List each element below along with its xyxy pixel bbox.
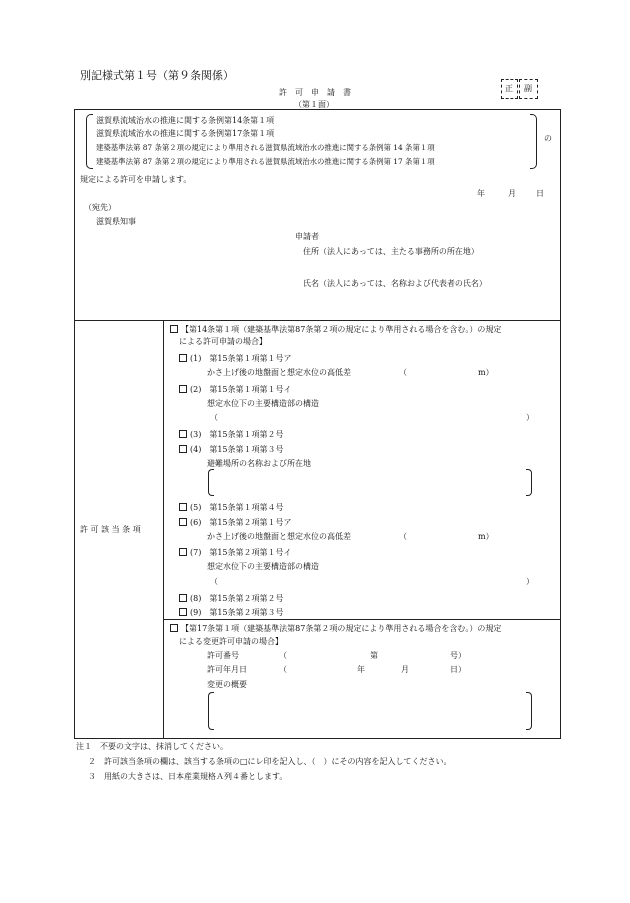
sec14-item-9[interactable]: (9) 第15条第２項第３号: [179, 608, 284, 617]
checkbox[interactable]: [179, 594, 187, 602]
change-summary-label: 変更の概要: [207, 680, 247, 689]
checkbox[interactable]: [179, 548, 187, 556]
bracket-right: [526, 692, 532, 730]
item-sub: かさ上げ後の地盤面と想定水位の高低差: [207, 532, 351, 541]
sec17-heading[interactable]: 【第17条第１項（建築基準法第87条第２項の規定により準用される場合を含む。）の規定: [170, 624, 501, 633]
checkbox[interactable]: [179, 518, 187, 526]
address-label: 住所（法人にあっては、主たる事務所の所在地）: [303, 247, 479, 256]
permit-date-year: 年: [357, 665, 365, 674]
header-divider: [74, 320, 561, 321]
checkbox[interactable]: [179, 354, 187, 362]
paren: （: [399, 368, 407, 377]
permit-date-label: 許可年月日: [207, 665, 247, 674]
sec14-heading-cont: による許可申請の場合】: [179, 337, 267, 346]
note-2: ２ 許可該当条項の欄は、該当する条項の□にレ印を記入し、（ ）にその内容を記入してください。: [88, 757, 452, 766]
paren: （: [279, 651, 287, 660]
ordinance-line: 滋賀県流域治水の推進に関する条例第17条第１項: [96, 129, 275, 138]
date-month: 月: [508, 189, 516, 198]
paren: ）: [526, 413, 534, 422]
date-year: 年: [477, 189, 485, 198]
sec14-item-8[interactable]: (8) 第15条第２項第２号: [179, 594, 284, 603]
sec14-heading[interactable]: 【第14条第１項（建築基準法第87条第２項の規定により準用される場合を含む。）の規定: [170, 325, 501, 334]
seiho-mark: 正: [505, 84, 513, 93]
permit-no-dai: 第: [370, 651, 378, 660]
sec14-item-6[interactable]: (6) 第15条第２項第１号ア: [179, 518, 292, 527]
bracket-left: [208, 692, 214, 730]
item-sub: かさ上げ後の地盤面と想定水位の高低差: [207, 368, 351, 377]
sec14-item-1[interactable]: (1) 第15条第１項第１号ア: [179, 354, 292, 363]
checkbox[interactable]: [179, 385, 187, 393]
paren: （: [399, 532, 407, 541]
note-1: 注１ 不要の文字は、抹消してください。: [76, 742, 228, 751]
ordinance-line: 建築基準法第 87 条第２項の規定により準用される滋賀県流域治水の推進に関する条例第 17 条第１項: [96, 157, 435, 166]
checkbox[interactable]: [179, 608, 187, 616]
fukuhon-mark: 副: [524, 84, 532, 93]
unit-m: m）: [478, 368, 494, 377]
checkbox[interactable]: [179, 430, 187, 438]
checkbox[interactable]: [170, 325, 178, 333]
form-id: 別記様式第１号（第９条関係）: [80, 69, 234, 82]
checkbox[interactable]: [179, 503, 187, 511]
ordinance-bracket-right: [530, 114, 537, 169]
date-day: 日: [536, 189, 544, 198]
checkbox[interactable]: [179, 445, 187, 453]
paren: （: [279, 665, 287, 674]
permit-no-label: 許可番号: [207, 651, 239, 660]
paren: （: [210, 413, 218, 422]
addressee-name: 滋賀県知事: [96, 217, 136, 226]
ordinance-line: 建築基準法第 87 条第２項の規定により準用される滋賀県流域治水の推進に関する条例第 14 条第１項: [96, 143, 435, 152]
sec17-heading-cont: による変更許可申請の場合】: [179, 637, 283, 646]
ordinance-bracket-left: [86, 114, 93, 169]
item-sub: 想定水位下の主要構造部の構造: [207, 562, 319, 571]
name-label: 氏名（法人にあっては、名称および代表者の氏名）: [303, 279, 487, 288]
label-column-divider: [163, 320, 164, 738]
bracket-left: [208, 469, 214, 496]
paren: ）: [526, 577, 534, 586]
item-sub: 想定水位下の主要構造部の構造: [207, 399, 319, 408]
sec14-item-7[interactable]: (7) 第15条第２項第１号イ: [179, 548, 292, 557]
permit-date-day: 日）: [450, 665, 466, 674]
unit-m: m）: [478, 532, 494, 541]
ordinance-line: 滋賀県流域治水の推進に関する条例第14条第１項: [96, 116, 275, 125]
paren: （: [210, 577, 218, 586]
permit-date-month: 月: [401, 665, 409, 674]
permit-no-go: 号）: [450, 651, 466, 660]
sec14-item-5[interactable]: (5) 第15条第１項第４号: [179, 503, 284, 512]
page-label: （第１面）: [294, 100, 334, 109]
item-sub: 避難場所の名称および所在地: [207, 459, 311, 468]
sec17-divider: [163, 619, 561, 620]
bracket-right: [526, 469, 532, 496]
section-label: 許 可 該 当 条 項: [80, 525, 141, 534]
statement: 規定による許可を申請します。: [80, 175, 192, 184]
checkbox[interactable]: [170, 624, 178, 632]
applicant-label: 申請者: [295, 232, 319, 241]
no-particle: の: [544, 134, 552, 143]
addressee-label: （宛先）: [84, 203, 116, 212]
sec14-item-2[interactable]: (2) 第15条第１項第１号イ: [179, 385, 292, 394]
form-frame: [74, 109, 561, 739]
form-title: 許 可 申 請 書: [279, 88, 351, 97]
note-3: ３ 用紙の大きさは、日本産業規格Ａ列４番とします。: [88, 772, 288, 781]
sec14-item-3[interactable]: (3) 第15条第１項第２号: [179, 430, 284, 439]
sec14-item-4[interactable]: (4) 第15条第１項第３号: [179, 445, 284, 454]
